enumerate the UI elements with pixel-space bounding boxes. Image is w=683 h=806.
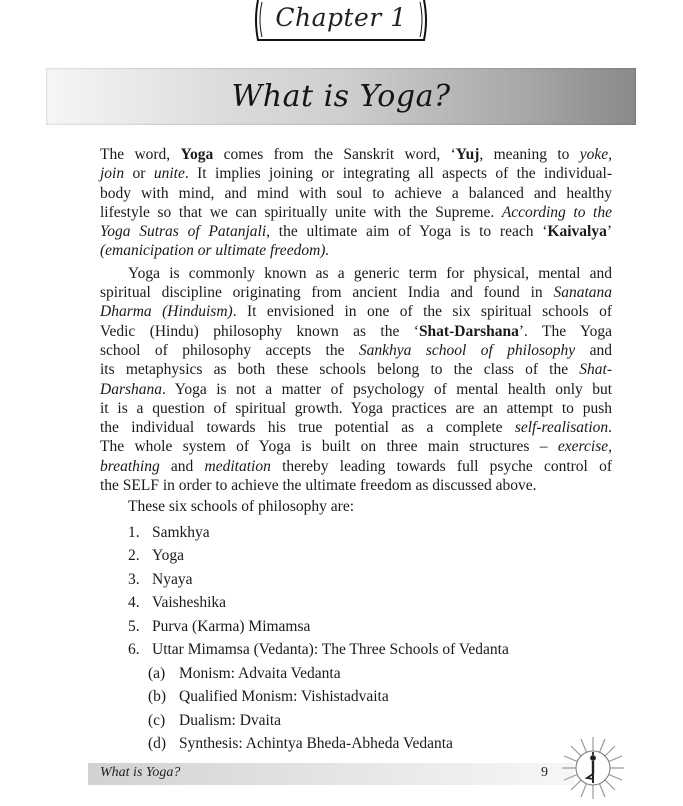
paragraph-1	[100, 145, 612, 261]
text-line: school of philosophy accepts the Sankhya school of philosophy and	[100, 341, 612, 359]
page-title: What is Yoga?	[231, 79, 451, 114]
text-line: it is a question of spiritual growth. Yoga practices are an attempt to push	[100, 399, 612, 417]
paragraph-2	[100, 264, 612, 496]
page-number: 9	[541, 765, 548, 780]
list-item: 2. Yoga	[128, 547, 185, 565]
list-item: 5. Purva (Karma) Mimamsa	[128, 617, 311, 635]
list-intro: These six schools of philosophy are:	[128, 498, 355, 516]
text-line: breathing and meditation thereby leading towards full psyche control of	[100, 457, 612, 475]
text-line: spiritual discipline originating from ancient India and found in Sanatana	[100, 284, 612, 302]
text-line: Dharma (Hinduism). It envisioned in one of the six spiritual schools of	[100, 303, 612, 321]
list-item: 1. Samkhya	[128, 523, 210, 541]
text-line: Darshana. Yoga is not a matter of psychology of mental health only but	[100, 380, 612, 398]
footer-title: What is Yoga?	[100, 765, 181, 780]
list-item: 3. Nyaya	[128, 570, 193, 588]
sublist-item: (c) Dualism: Dvaita	[148, 711, 282, 729]
list-item: 6. Uttar Mimamsa (Vedanta): The Three Schools of Vedanta	[128, 641, 509, 659]
text-line: Yoga is commonly known as a generic term for physical, mental and	[128, 264, 612, 282]
text-line: lifestyle so that we can spiritually unite with the Supreme. According to the	[100, 203, 612, 221]
text-line: the individual towards his true potential as a complete self-realisation.	[100, 419, 612, 437]
text-line: Vedic (Hindu) philosophy known as the ‘Shat-Darshana’. The Yoga	[100, 322, 612, 340]
text-line: the SELF in order to achieve the ultimate freedom as discussed above.	[100, 477, 537, 495]
text-line: Yoga Sutras of Patanjali, the ultimate aim of Yoga is to reach ‘Kaivalya’	[100, 223, 612, 241]
text-line: The word, Yoga comes from the Sanskrit word, ‘Yuj, meaning to yoke,	[100, 146, 612, 163]
sublist-item: (b) Qualified Monism: Vishistadvaita	[148, 688, 389, 706]
sublist-item: (d) Synthesis: Achintya Bheda-Abheda Vedanta	[148, 735, 453, 753]
text-line: join or unite. It implies joining or integrating all aspects of the individual-	[100, 165, 612, 183]
yoga-pose-sunburst-icon	[560, 735, 626, 801]
chapter-tab	[252, 0, 430, 40]
text-line: body with mind, and mind with soul to achieve a balanced and healthy	[100, 184, 612, 202]
vedanta-sublist	[100, 662, 612, 756]
schools-list	[100, 521, 612, 662]
sublist-item: (a) Monism: Advaita Vedanta	[148, 664, 341, 682]
body-content	[100, 145, 612, 756]
text-line: The whole system of Yoga is built on three main structures – exercise,	[100, 438, 612, 456]
chapter-label: Chapter 1	[275, 3, 407, 32]
list-item: 4. Vaisheshika	[128, 594, 227, 612]
title-band	[46, 68, 636, 125]
text-line: (emanicipation or ultimate freedom).	[100, 242, 330, 260]
text-line: its metaphysics as both these schools belong to the class of the Shat-	[100, 361, 612, 379]
footer-bar	[88, 763, 574, 785]
